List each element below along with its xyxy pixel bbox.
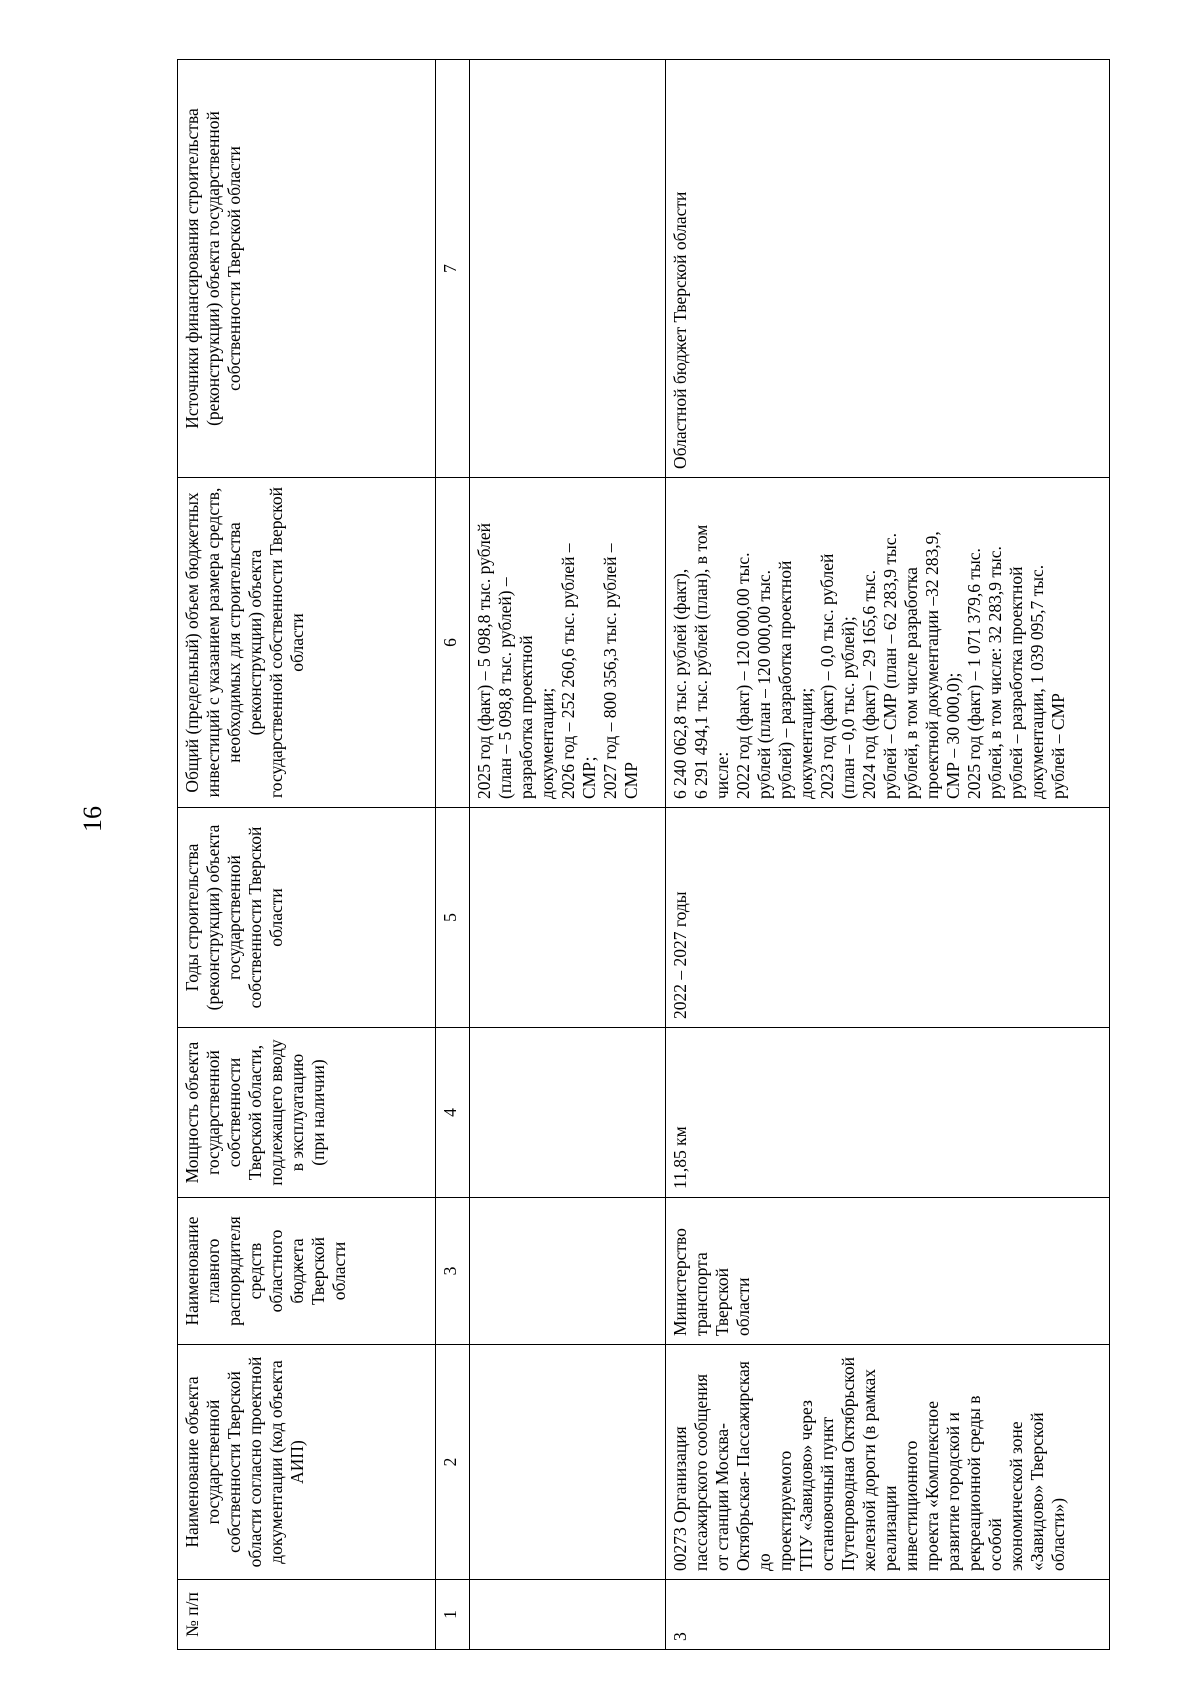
text-line: ТПУ «Завидово» через [796, 1400, 816, 1571]
header-cell-investment: Общий (предельный) объем бюджетных инвестиций с указанием размера средств, необходимых для строительства (реконструкции) объекта государственной собственности Тверской области [178, 478, 436, 808]
text-line: разработка проектной [516, 635, 536, 799]
table-cell [470, 808, 666, 1028]
header-cell-years: Годы строительства (реконструкции) объекта государственной собственности Тверской области [178, 808, 436, 1028]
text-line: 2026 год – 252 260,6 тыс. рублей – [558, 543, 578, 799]
table-row-3 [666, 60, 1110, 1650]
column-number-cell: 5 [436, 808, 470, 1028]
text-line: 2022 год (факт) – 120 000,00 тыс. [733, 552, 753, 799]
manager-cell: Министерство транспорта Тверской области [666, 1198, 1110, 1345]
text-line: 6 291 494,1 тыс. рублей (план), в том [691, 524, 711, 799]
text-line: развитие городской и [943, 1412, 963, 1571]
column-number-cell: 3 [436, 1198, 470, 1345]
header-cell-capacity: Мощность объекта государственной собственности Тверской области, подлежащего вводу в эксплуатацию (при наличии) [178, 1028, 436, 1198]
column-number-row [436, 60, 470, 1650]
text-line: «Завидово» Тверской области») [1027, 1412, 1068, 1571]
table-cell [470, 1345, 666, 1580]
text-line: рекреационной среды в особой [964, 1395, 1005, 1571]
page-number: 16 [78, 806, 107, 832]
object-name-cell [666, 1345, 1110, 1580]
funding-source-cell: Областной бюджет Тверской области [666, 60, 1110, 478]
column-number-cell: 4 [436, 1028, 470, 1198]
text-line: числе: [712, 751, 732, 799]
text-line: рублей – СМР (план – 62 283,9 тыс. [880, 533, 900, 799]
header-cell-funding-source: Источники финансирования строительства (реконструкции) объекта государственной собственности Тверской области [178, 60, 436, 478]
text-line: рублей – СМР [1048, 693, 1068, 799]
text-line: рублей – разработка проектной [1006, 566, 1026, 799]
text-line: 6 240 062,8 тыс. рублей (факт), [670, 568, 690, 799]
text-line: СМР; [579, 756, 599, 799]
text-line: 00273 Организация [670, 1426, 690, 1571]
text-line: СМР – 30 000,0); [943, 672, 963, 799]
table-cell [470, 1198, 666, 1345]
text-line: рублей, в том числе: 32 283,9 тыс. [985, 546, 1005, 799]
text-line: проектной документации –32 283,9, [922, 531, 942, 799]
text-line: документации; [796, 687, 816, 799]
text-line: рублей (план – 120 000,00 тыс. [754, 570, 774, 799]
text-line: экономической зоне [1006, 1421, 1026, 1571]
text-line: 2025 год (факт) – 1 071 379,6 тыс. [964, 548, 984, 799]
text-line: 2027 год – 800 356,3 тыс. рублей – [600, 543, 620, 799]
rotated-table-wrapper [177, 60, 1110, 1650]
text-line: 2024 год (факт) – 29 165,6 тыс. [859, 570, 879, 799]
text-line: железной дороги (в рамках [859, 1369, 879, 1571]
text-line: Октябрьская- Пассажирская до [733, 1361, 774, 1571]
header-cell-object-name: Наименование объекта государственной собственности Тверской области согласно проектной документации (код объекта АИП) [178, 1345, 436, 1580]
text-line: 2023 год (факт) – 0,0 тыс. рублей [817, 553, 837, 799]
text-line: проектируемого [775, 1450, 795, 1571]
investment-cell [666, 478, 1110, 808]
capacity-cell: 11,85 км [666, 1028, 1110, 1198]
table-header-row [178, 60, 436, 1650]
text-line: рублей) – разработка проектной [775, 560, 795, 799]
text-line: рублей, в том числе разработка [901, 567, 921, 799]
table-cell [470, 1028, 666, 1198]
column-number-cell: 6 [436, 478, 470, 808]
text-line: (план – 5 098,8 тыс. рублей) – [495, 577, 515, 799]
header-cell-number: № п/п [178, 1580, 436, 1650]
row-number-cell: 3 [666, 1580, 1110, 1650]
text-line: (план – 0,0 тыс. рублей); [838, 616, 858, 799]
text-line: документации, 1 039 095,7 тыс. [1027, 564, 1047, 799]
text-line: Путепроводная Октябрьской [838, 1356, 858, 1571]
investment-table [177, 59, 1110, 1650]
continuation-investment-cell [470, 478, 666, 808]
table-row-continuation [470, 60, 666, 1650]
column-number-cell: 7 [436, 60, 470, 478]
text-line: 2025 год (факт) – 5 098,8 тыс. рублей [474, 523, 494, 799]
header-cell-manager: Наименование главного распорядителя средств областного бюджета Тверской области [178, 1198, 436, 1345]
column-number-cell: 2 [436, 1345, 470, 1580]
table-cell [470, 60, 666, 478]
text-line: реализации инвестиционного [880, 1440, 921, 1571]
text-line: пассажирского сообщения [691, 1373, 711, 1571]
column-number-cell: 1 [436, 1580, 470, 1650]
text-line: документации; [537, 687, 557, 799]
text-line: остановочный пункт [817, 1416, 837, 1571]
text-line: СМР [621, 762, 641, 799]
years-cell: 2022 – 2027 годы [666, 808, 1110, 1028]
text-line: проекта «Комплексное [922, 1401, 942, 1571]
table-cell [470, 1580, 666, 1650]
text-line: от станции Москва- [712, 1423, 732, 1571]
